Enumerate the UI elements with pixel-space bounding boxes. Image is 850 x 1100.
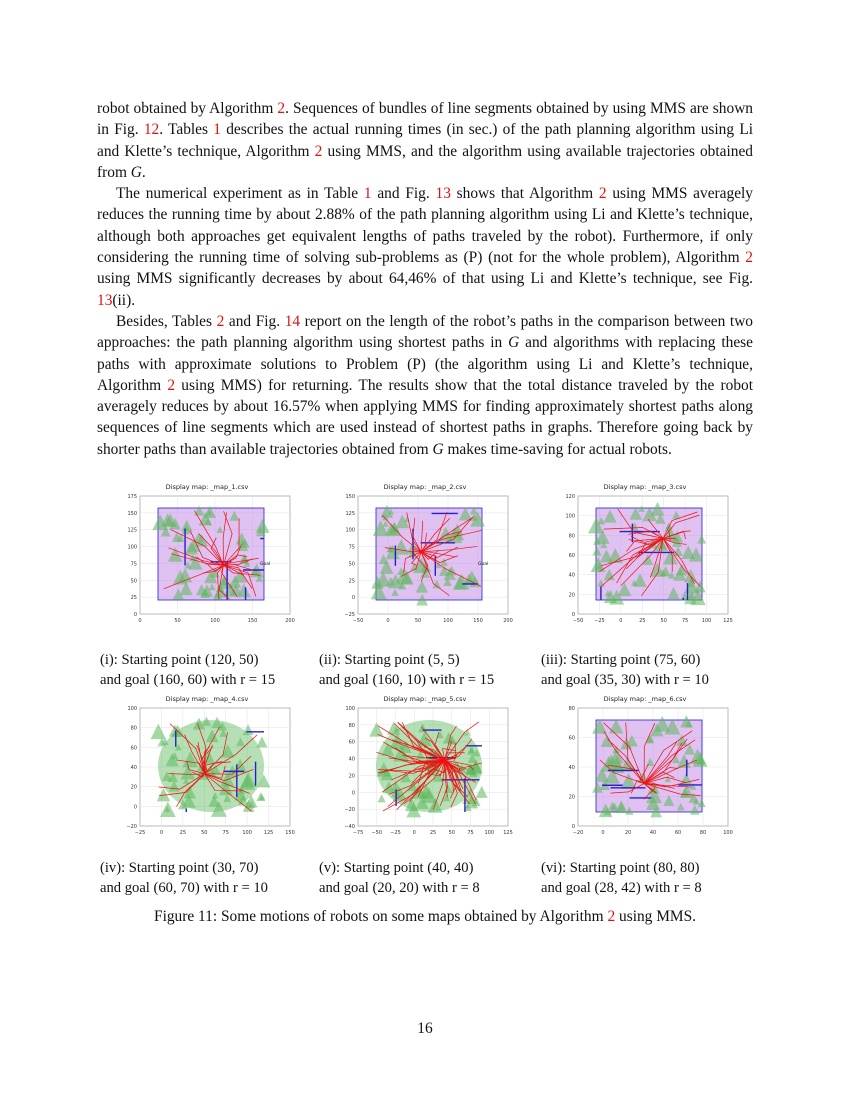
y-tick-label: 125 <box>127 527 137 534</box>
y-tick-label: 120 <box>565 494 575 500</box>
panel-title: Display map: _map_5.csv <box>383 695 467 703</box>
y-tick-label: 150 <box>127 510 137 517</box>
x-tick-label: 150 <box>247 618 258 624</box>
paragraph-2: The numerical experiment as in Table 1 and Fig. 13 shows that Algorithm 2 using MMS averagely reduces the running time by about 2.88% of the path planning algorithm using Li and Klette’s technique, although both approaches get equivalent lengths of paths traveled by the robot). Furthermore, if only considering the running time of solving sub-problems as (P) (not for the whole problem), Algorithm 2 using MMS significantly decreases by about 64,46% of that using Li and Klette’s technique, see Fig. 13(ii). <box>97 185 753 309</box>
x-tick-label: 125 <box>503 830 513 836</box>
y-tick-label: 100 <box>345 706 355 712</box>
algorithm-ref-link[interactable]: 2 <box>167 376 176 394</box>
y-tick-label: 75 <box>130 561 137 568</box>
map-panel-6 <box>550 695 740 846</box>
map-panel-3 <box>550 483 740 634</box>
x-tick-label: −50 <box>352 618 364 624</box>
map-plot <box>550 698 740 846</box>
y-tick-label: 40 <box>568 572 575 579</box>
x-tick-label: 100 <box>484 830 495 836</box>
math-symbol: G <box>432 440 444 458</box>
table-ref-link[interactable]: 1 <box>213 121 221 139</box>
figure-caption: Figure 11: Some motions of robots on some maps obtained by Algorithm 2 using MMS. <box>154 908 696 925</box>
x-tick-label: −25 <box>594 618 605 624</box>
y-tick-label: 150 <box>345 494 355 500</box>
x-tick-label: 125 <box>723 618 733 624</box>
x-tick-label: −20 <box>572 830 584 836</box>
panel-title: Display map: _map_4.csv <box>165 695 249 703</box>
map-plot <box>550 486 740 634</box>
map-plot <box>330 698 520 846</box>
y-tick-label: 40 <box>568 765 575 771</box>
paragraph-3: Besides, Tables 2 and Fig. 14 report on the length of the robot’s paths in the comparison between two approaches: the path planning algorithm using shortest paths in G and algorithms with replacing these paths with approximate solutions to Problem (P) (the algorithm using Li and Klette’s technique, Algorithm 2 using MMS) for returning. The results show that the total distance traveled by the robot averagely reduces by about 16.57% when applying MMS for finding approximately shortest paths along sequences of line segments which are used instead of shortest paths in graphs. Therefore going back by shorter paths than available trajectories obtained from G makes time-saving for actual robots. <box>97 312 754 458</box>
panel-title: Display map: _map_1.csv <box>165 483 249 491</box>
y-tick-label: 100 <box>565 513 575 520</box>
figure-ref-link[interactable]: 12 <box>143 121 160 139</box>
y-tick-label: −25 <box>344 612 355 618</box>
x-tick-label: 60 <box>674 830 682 836</box>
x-tick-label: 125 <box>263 830 274 836</box>
subcaption-3: (iii): Starting point (75, 60) and goal (35, 30) with r = 10 <box>541 652 709 688</box>
y-tick-label: 50 <box>348 561 355 568</box>
y-tick-label: −40 <box>344 824 355 830</box>
algorithm-ref-link[interactable]: 2 <box>607 908 616 925</box>
x-tick-label: 100 <box>242 830 252 836</box>
y-tick-label: 40 <box>130 765 137 771</box>
paragraph-1: robot obtained by Algorithm 2. Sequences of bundles of line segments obtained by using MMS are shown in Fig. 12. Tables 1 describes the actual running times (in sec.) of the path planning algorithm using Li and Klette’s technique, Algorithm 2 using MMS, and the algorithm using available trajectories obtained from G. <box>97 100 753 181</box>
x-tick-label: 100 <box>723 830 733 836</box>
x-tick-label: −25 <box>390 830 401 836</box>
x-tick-label: 0 <box>138 618 142 624</box>
y-tick-label: 0 <box>351 790 355 797</box>
x-tick-label: 0 <box>619 618 623 624</box>
table-ref-link[interactable]: 2 <box>216 312 225 330</box>
y-tick-label: 40 <box>348 756 355 763</box>
y-tick-label: 100 <box>345 527 355 534</box>
x-tick-label: 200 <box>503 618 513 624</box>
goal-label: Goal <box>478 562 489 568</box>
map-plot <box>330 486 520 634</box>
y-tick-label: −20 <box>344 807 355 814</box>
y-tick-label: 25 <box>348 578 355 585</box>
y-tick-label: −20 <box>126 824 137 830</box>
y-tick-label: 125 <box>345 510 355 517</box>
y-tick-label: 50 <box>130 578 137 585</box>
subcaption-2: (ii): Starting point (5, 5) and goal (160, 10) with r = 15 <box>319 652 495 688</box>
map-panel-2 <box>330 483 520 634</box>
x-tick-label: 75 <box>222 830 229 836</box>
y-tick-label: 60 <box>130 745 137 752</box>
y-tick-label: 20 <box>348 773 355 780</box>
x-tick-label: 50 <box>174 618 181 624</box>
x-tick-label: 200 <box>285 618 295 624</box>
y-tick-label: 80 <box>348 722 355 729</box>
x-tick-label: 150 <box>285 830 295 836</box>
x-tick-label: −75 <box>352 830 364 836</box>
y-tick-label: 25 <box>130 595 137 602</box>
y-tick-label: 100 <box>127 706 137 712</box>
math-symbol: G <box>508 334 520 352</box>
x-tick-label: 100 <box>443 618 453 624</box>
y-tick-label: 20 <box>568 794 575 801</box>
x-tick-label: 25 <box>639 618 646 624</box>
x-tick-label: 50 <box>448 830 455 836</box>
panel-title: Display map: _map_6.csv <box>603 695 687 703</box>
y-tick-label: 100 <box>127 544 137 551</box>
algorithm-ref-link[interactable]: 2 <box>277 100 286 117</box>
y-tick-label: 0 <box>133 612 137 618</box>
x-tick-label: 40 <box>649 830 657 836</box>
goal-label: Goal <box>260 562 271 568</box>
y-tick-label: 80 <box>130 725 137 732</box>
y-tick-label: 0 <box>133 804 137 811</box>
x-tick-label: −25 <box>134 830 146 836</box>
map-panel-1 <box>112 483 302 634</box>
y-tick-label: 75 <box>348 544 355 551</box>
x-tick-label: 50 <box>660 618 667 624</box>
table-ref-link[interactable]: 1 <box>363 185 372 203</box>
x-tick-label: 50 <box>414 618 422 624</box>
figure-ref-link[interactable]: 13 <box>97 291 113 309</box>
algorithm-ref-link[interactable]: 2 <box>745 249 753 267</box>
x-tick-label: 50 <box>201 830 208 836</box>
subcaption-5: (v): Starting point (40, 40) and goal (20, 20) with r = 8 <box>319 860 480 896</box>
x-tick-label: −50 <box>371 830 383 836</box>
y-tick-label: 0 <box>571 824 575 830</box>
panel-title: Display map: _map_2.csv <box>383 483 467 491</box>
x-tick-label: 75 <box>681 618 689 624</box>
algorithm-ref-link[interactable]: 2 <box>598 185 607 203</box>
x-tick-label: −50 <box>572 618 584 624</box>
x-tick-label: 100 <box>701 618 712 624</box>
algorithm-ref-link[interactable]: 2 <box>314 142 323 160</box>
subcaption-6: (vi): Starting point (80, 80) and goal (28, 42) with r = 8 <box>541 860 702 896</box>
subcaption-4: (iv): Starting point (30, 70) and goal (60, 70) with r = 10 <box>100 860 268 896</box>
y-tick-label: 60 <box>568 735 575 742</box>
subcaption-1: (i): Starting point (120, 50) and goal (160, 60) with r = 15 <box>100 652 276 688</box>
math-symbol: G <box>130 163 142 181</box>
x-tick-label: 0 <box>412 830 416 836</box>
y-tick-label: 175 <box>127 494 137 500</box>
x-tick-label: 25 <box>429 830 437 836</box>
x-tick-label: 25 <box>179 830 187 836</box>
x-tick-label: 75 <box>467 830 474 836</box>
y-tick-label: 20 <box>568 592 575 599</box>
y-tick-label: 20 <box>130 784 137 791</box>
x-tick-label: 0 <box>159 830 164 836</box>
x-tick-label: 20 <box>624 830 632 836</box>
y-tick-label: 80 <box>568 533 575 540</box>
map-panel-4 <box>112 695 302 846</box>
x-tick-label: 0 <box>601 830 605 836</box>
map-panel-5 <box>330 695 520 846</box>
y-tick-label: 0 <box>351 595 355 602</box>
y-tick-label: 60 <box>348 739 355 746</box>
figure-ref-link[interactable]: 13 <box>435 185 451 203</box>
x-tick-label: 80 <box>699 830 707 836</box>
panel-title: Display map: _map_3.csv <box>603 483 687 491</box>
page-number: 16 <box>417 1020 433 1037</box>
y-tick-label: 0 <box>571 612 575 618</box>
y-tick-label: 80 <box>568 706 575 712</box>
figure-ref-link[interactable]: 14 <box>284 312 301 330</box>
x-tick-label: 150 <box>473 618 483 624</box>
map-plot <box>112 486 302 634</box>
x-tick-label: 0 <box>386 618 390 624</box>
x-tick-label: 100 <box>210 618 220 624</box>
map-plot <box>112 698 302 846</box>
y-tick-label: 60 <box>568 553 575 559</box>
